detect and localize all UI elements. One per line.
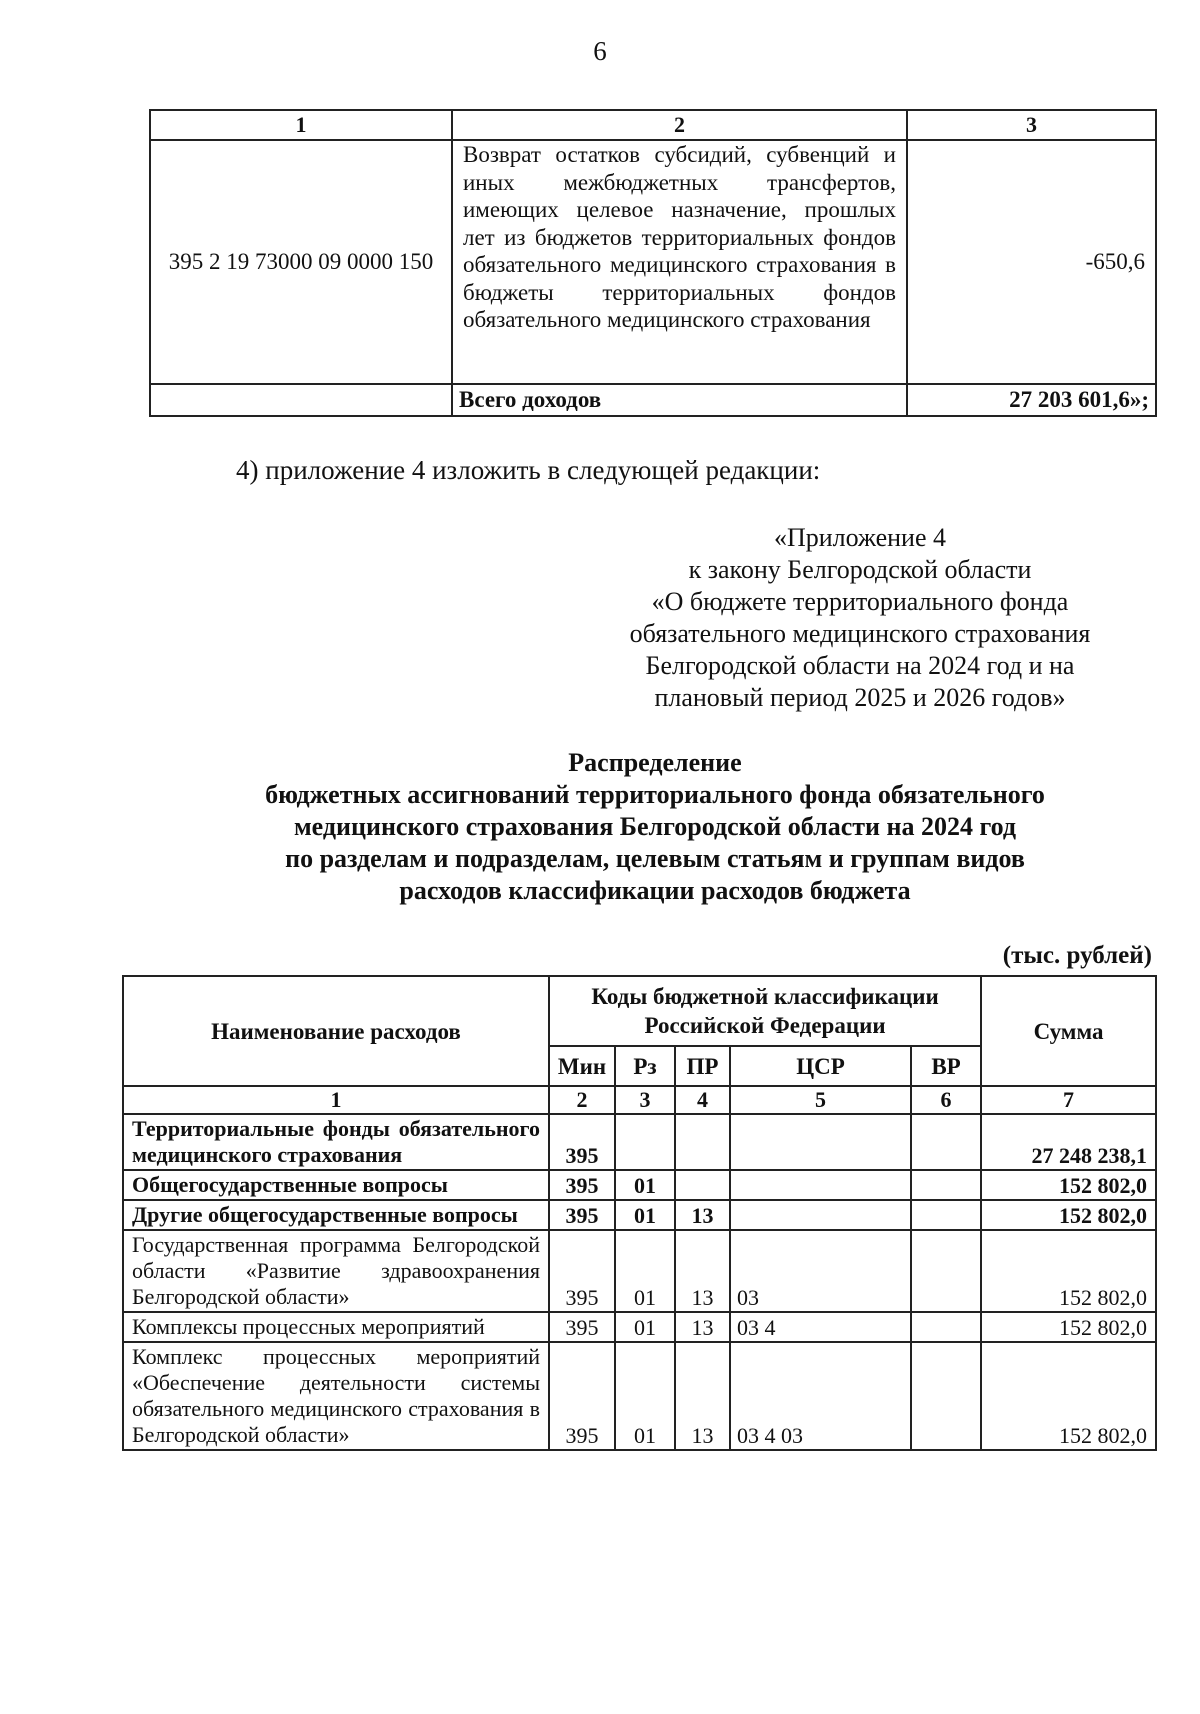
table-row [123, 1170, 1156, 1200]
row-name: Другие общегосударственные вопросы [123, 1200, 549, 1230]
col-number: 6 [911, 1086, 981, 1114]
row-sum: 152 802,0 [981, 1342, 1156, 1450]
expenditure-header-row-1 [123, 976, 1156, 1046]
row-name: Общегосударственные вопросы [123, 1170, 549, 1200]
row-vr [911, 1230, 981, 1312]
header-pr: ПР [675, 1046, 730, 1086]
row-vr [911, 1114, 981, 1170]
row-pr [675, 1114, 730, 1170]
header-rz: Рз [615, 1046, 675, 1086]
revenue-code: 395 2 19 73000 09 0000 150 [150, 140, 452, 384]
header-sum: Сумма [981, 976, 1156, 1086]
row-rz: 01 [615, 1342, 675, 1450]
row-pr: 13 [675, 1342, 730, 1450]
annex-line: Белгородской области на 2024 год и на [645, 651, 1075, 680]
row-pr: 13 [675, 1200, 730, 1230]
title-line: бюджетных ассигнований территориального фонда обязательного [265, 780, 1045, 809]
row-name: Комплексы процессных мероприятий [123, 1312, 549, 1342]
annex-header [600, 522, 1120, 714]
revenue-total-row [150, 384, 1156, 416]
row-pr: 13 [675, 1312, 730, 1342]
table-row [123, 1200, 1156, 1230]
row-vr [911, 1170, 981, 1200]
row-sum: 152 802,0 [981, 1200, 1156, 1230]
row-csr [730, 1170, 911, 1200]
revenue-col-3-header: 3 [907, 110, 1156, 140]
col-number: 2 [549, 1086, 615, 1114]
document-title [0, 747, 1200, 907]
revenue-table-header-row [150, 110, 1156, 140]
row-name: Территориальные фонды обязательного медицинского страхования [123, 1114, 549, 1170]
table-row [123, 1230, 1156, 1312]
revenue-table-row [150, 140, 1156, 384]
row-csr: 03 4 [730, 1312, 911, 1342]
title-line: расходов классификации расходов бюджета [399, 876, 911, 905]
row-pr: 13 [675, 1230, 730, 1312]
page-number: 6 [593, 36, 607, 66]
annex-line: «О бюджете территориального фонда [651, 587, 1069, 616]
units-label: (тыс. рублей) [1002, 942, 1152, 969]
row-vr [911, 1200, 981, 1230]
col-number: 7 [981, 1086, 1156, 1114]
row-csr [730, 1200, 911, 1230]
row-min: 395 [549, 1230, 615, 1312]
table-row [123, 1342, 1156, 1450]
header-codes: Коды бюджетной классификации Российской Федерации [549, 976, 981, 1046]
row-min: 395 [549, 1114, 615, 1170]
row-min: 395 [549, 1170, 615, 1200]
revenue-total-empty-cell [150, 384, 452, 416]
row-min: 395 [549, 1342, 615, 1450]
table-row [123, 1114, 1156, 1170]
col-number: 1 [123, 1086, 549, 1114]
title-line: медицинского страхования Белгородской области на 2024 год [293, 812, 1017, 841]
header-vr: ВР [911, 1046, 981, 1086]
header-min: Мин [549, 1046, 615, 1086]
expenditure-table [122, 975, 1157, 1451]
header-csr: ЦСР [730, 1046, 911, 1086]
row-sum: 152 802,0 [981, 1170, 1156, 1200]
col-number: 3 [615, 1086, 675, 1114]
row-rz: 01 [615, 1230, 675, 1312]
row-name: Комплекс процессных мероприятий «Обеспечение деятельности системы обязательного медицинского страхования в Белгородской области» [123, 1342, 549, 1450]
row-name: Государственная программа Белгородской области «Развитие здравоохранения Белгородской области» [123, 1230, 549, 1312]
revenue-amount: -650,6 [907, 140, 1156, 384]
row-csr: 03 [730, 1230, 911, 1312]
table-row [123, 1312, 1156, 1342]
row-sum: 27 248 238,1 [981, 1114, 1156, 1170]
revenue-total-label: Всего доходов [452, 384, 907, 416]
row-min: 395 [549, 1312, 615, 1342]
row-rz: 01 [615, 1312, 675, 1342]
annex-line: плановый период 2025 и 2026 годов» [654, 683, 1066, 712]
row-rz [615, 1114, 675, 1170]
row-sum: 152 802,0 [981, 1230, 1156, 1312]
title-line: Распределение [568, 748, 742, 777]
row-sum: 152 802,0 [981, 1312, 1156, 1342]
revenue-col-1-header: 1 [150, 110, 452, 140]
annex-line: обязательного медицинского страхования [629, 619, 1091, 648]
revenue-table [149, 109, 1157, 417]
row-vr [911, 1312, 981, 1342]
row-min: 395 [549, 1200, 615, 1230]
revenue-description: Возврат остатков субсидий, субвенций и иных межбюджетных трансфертов, имеющих целевое назначение, прошлых лет из бюджетов территориальных фондов обязательного медицинского страхования в бюджеты территориальных фондов обязательного медицинского страхования [452, 140, 907, 384]
column-number-row [123, 1086, 1156, 1114]
row-csr [730, 1114, 911, 1170]
col-number: 4 [675, 1086, 730, 1114]
annex-line: «Приложение 4 [773, 523, 947, 552]
row-rz: 01 [615, 1200, 675, 1230]
row-csr: 03 4 03 [730, 1342, 911, 1450]
row-pr [675, 1170, 730, 1200]
header-name: Наименование расходов [123, 976, 549, 1086]
annex-line: к закону Белгородской области [688, 555, 1032, 584]
row-rz: 01 [615, 1170, 675, 1200]
col-number: 5 [730, 1086, 911, 1114]
row-vr [911, 1342, 981, 1450]
amendment-instruction: 4) приложение 4 изложить в следующей редакции: [236, 455, 821, 485]
revenue-col-2-header: 2 [452, 110, 907, 140]
title-line: по разделам и подразделам, целевым статьям и группам видов [285, 844, 1025, 873]
revenue-total-amount: 27 203 601,6»; [907, 384, 1156, 416]
